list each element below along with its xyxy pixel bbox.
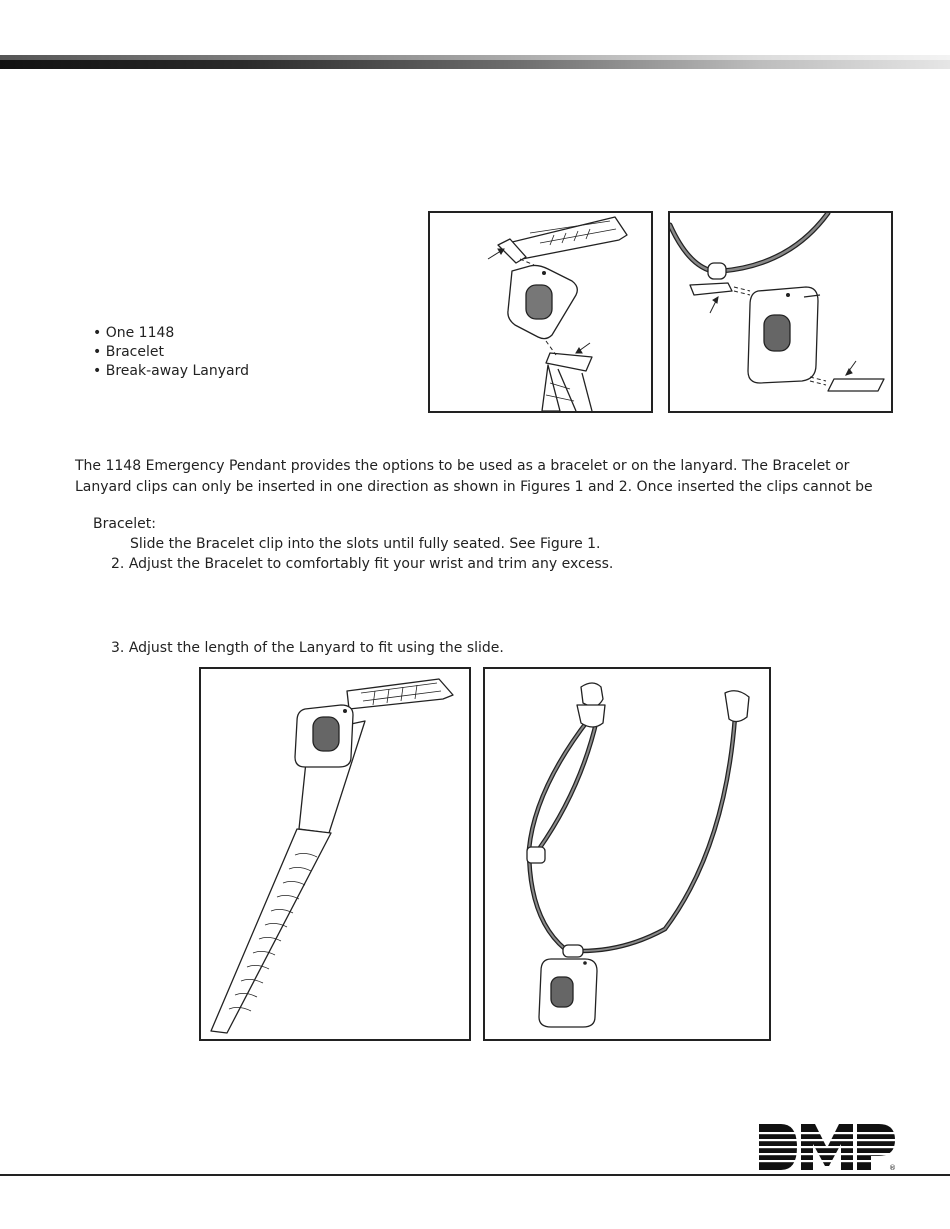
step-3 [111,640,504,656]
step-1-text: Slide the Bracelet clip into the slots until fully seated. See Figure 1. [130,536,601,552]
header-gradient-highlight [0,55,950,60]
assembled-bracelet-illustration [201,669,469,1039]
logo-registered-mark: ® [889,1164,896,1172]
lanyard-clip-illustration [670,213,891,411]
figure-assembled-bracelet [199,667,471,1041]
bracelet-clip-illustration [430,213,651,411]
step-3-number: 3. [111,640,125,656]
assembled-lanyard-illustration [485,669,769,1039]
step-3-text: Adjust the length of the Lanyard to fit using the slide. [128,640,504,656]
step-2-number: 2. [111,556,125,572]
package-contents-list [93,324,249,381]
contents-item-bracelet: • Bracelet [93,343,249,362]
figure-lanyard-clip-insertion [668,211,893,413]
step-2-text: Adjust the Bracelet to comfortably fit your wrist and trim any excess. [128,556,614,572]
footer-rule [0,1174,950,1176]
figure-assembled-lanyard [483,667,771,1041]
step-2 [111,556,613,572]
intro-paragraph: The 1148 Emergency Pendant provides the options to be used as a bracelet or on the lanyard. The Bracelet or Lanyard clips can only be inserted in one direction as shown in Figures 1 and 2. Once inserted the clips cannot be [75,458,873,495]
contents-item-pendant: • One 1148 [93,324,249,343]
contents-item-lanyard: • Break-away Lanyard [93,362,249,381]
bracelet-heading: Bracelet: [93,516,156,532]
figure-bracelet-clip-insertion [428,211,653,413]
dmp-logo [757,1122,897,1172]
